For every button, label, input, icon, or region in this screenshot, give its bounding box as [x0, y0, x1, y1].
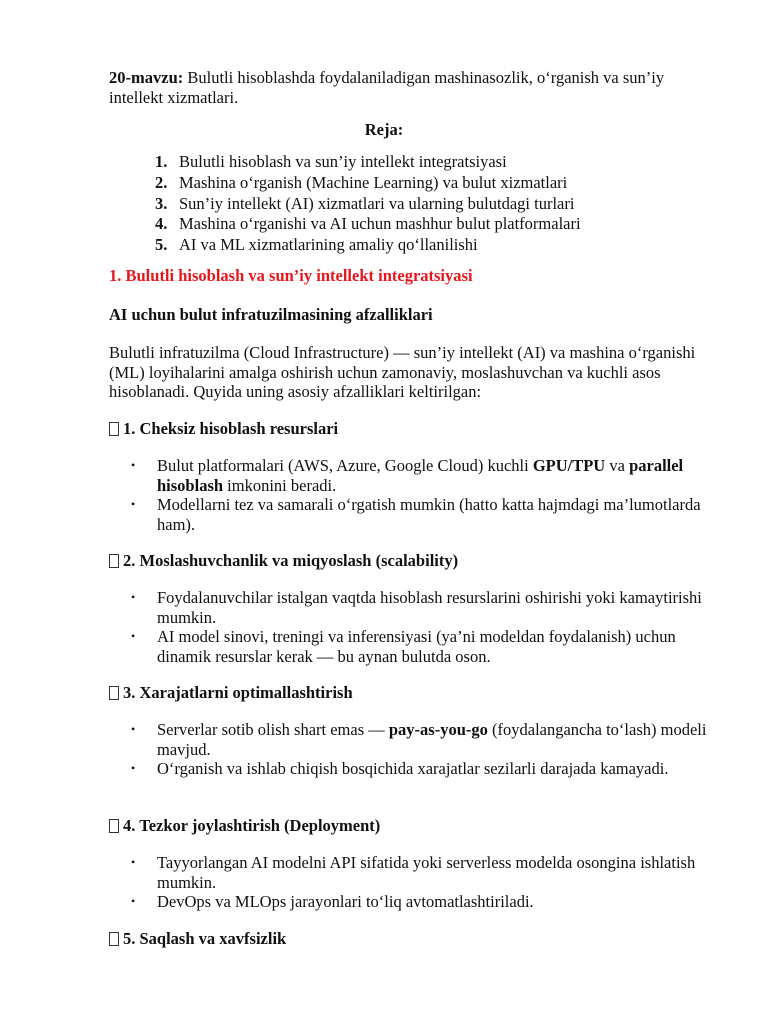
text-run: Bulut platformalari (AWS, Azure, Google Cloud) kuchli — [157, 456, 533, 475]
feature-title: 3. Xarajatlarni optimallashtirish — [123, 683, 353, 702]
plan-item — [155, 214, 715, 235]
plan-number: 5. — [155, 235, 168, 255]
bullet-list — [130, 853, 720, 912]
list-item-text — [157, 456, 707, 495]
feature-title: 5. Saqlash va xavfsizlik — [123, 929, 287, 948]
plan-number: 1. — [155, 152, 168, 171]
sub-heading: AI uchun bulut infratuzilmasining afzalliklari — [109, 305, 433, 324]
feature-title: 2. Moslashuvchanlik va miqyoslash (scalability) — [123, 551, 459, 570]
plan-list — [155, 152, 715, 256]
topic-title — [109, 68, 719, 107]
bullet-dot: • — [131, 629, 136, 643]
plan-item — [155, 152, 715, 173]
feature-heading — [109, 419, 719, 439]
list-item-text — [157, 720, 707, 759]
missing-glyph-icon — [109, 422, 119, 436]
plan-number: 4. — [155, 214, 168, 234]
text-run: va — [605, 456, 630, 475]
list-item-text: O‘rganish va ishlab chiqish bosqichida xarajatlar sezilarli darajada kamayadi. — [157, 759, 669, 778]
section-heading: 1. Bulutli hisoblash va sun’iy intellekt integratsiyasi — [109, 266, 473, 285]
bold-run: GPU/TPU — [532, 456, 606, 475]
bullet-dot: • — [131, 855, 136, 869]
missing-glyph-icon — [109, 932, 119, 946]
text-run: (foydalanganchа to‘lash) modeli mavjud. — [157, 720, 707, 759]
plan-text: Mashina o‘rganishi va AI uchun mashhur bulut platformalari — [179, 214, 581, 234]
list-item-text: Tayyorlangan AI modelni API sifatida yoki serverless modelda osongina ishlatish mumkin. — [157, 853, 696, 892]
text-run: Serverlar sotib olish shart emas — — [157, 720, 389, 739]
plan-text: Mashina o‘rganish (Machine Learning) va bulut xizmatlari — [179, 172, 568, 192]
topic-text: Bulutli hisoblashda foydalaniladigan mashinasozlik, o‘rganish va sun’iy intellekt xizmatlari. — [109, 68, 665, 107]
list-item — [130, 853, 720, 892]
plan-item — [155, 173, 715, 194]
bold-run: pay-as-you-go — [388, 720, 488, 739]
list-item-text: Modellarni tez va samarali o‘rgatish mumkin (hatto katta hajmdagi ma’lumotlarda ham). — [157, 495, 701, 534]
bullet-dot: • — [131, 590, 136, 604]
feature-heading — [109, 929, 719, 949]
bold-run: parallel hisoblash — [157, 456, 684, 495]
bullet-list — [130, 456, 720, 534]
feature-title: 4. Tezkor joylashtirish (Deployment) — [123, 816, 381, 835]
plan-number: 2. — [155, 172, 168, 192]
feature-heading — [109, 683, 719, 703]
missing-glyph-icon — [109, 686, 119, 700]
missing-glyph-icon — [109, 819, 119, 833]
bullet-dot: • — [131, 497, 136, 511]
bullet-dot: • — [131, 458, 136, 472]
plan-item — [155, 194, 715, 215]
bullet-list — [130, 720, 720, 779]
list-item-text: DevOps va MLOps jarayonlari to‘liq avtomatlashtiriladi. — [157, 892, 534, 911]
list-item-text: AI model sinovi, treningi va inferensiyasi (ya’ni modeldan foydalanish) uchun dinamik resurslar kerak — bu aynan bulutda oson. — [157, 627, 676, 666]
list-item — [130, 759, 720, 779]
list-item — [130, 892, 720, 912]
plan-text: Bulutli hisoblash va sun’iy intellekt integratsiyasi — [179, 152, 507, 171]
plan-text: Sun’iy intellekt (AI) xizmatlari va ularning bulutdagi turlari — [179, 193, 575, 213]
list-item — [130, 627, 720, 666]
feature-heading — [109, 816, 719, 836]
plan-heading: Reja: — [364, 120, 404, 139]
feature-title: 1. Cheksiz hisoblash resurslari — [123, 419, 339, 438]
bullet-dot: • — [131, 894, 136, 908]
feature-heading — [109, 551, 719, 571]
bullet-dot: • — [131, 761, 136, 775]
intro-paragraph: Bulutli infratuzilma (Cloud Infrastructure) — sun’iy intellekt (AI) va mashina o‘rganishi (ML) loyihalarini amalga oshirish uchun zamonaviy, moslashuvchan va kuchli asos hisoblanadi. Quyida uning asosiy afzalliklari keltirilgan: — [109, 343, 696, 401]
bullet-list — [130, 588, 720, 666]
plan-number: 3. — [155, 193, 168, 213]
list-item — [130, 495, 720, 534]
list-item-text: Foydalanuvchilar istalgan vaqtda hisoblash resurslarini oshirishi yoki kamaytirishi mumkin. — [157, 588, 702, 627]
bullet-dot: • — [131, 722, 136, 736]
plan-text: AI va ML xizmatlarining amaliy qo‘llanilishi — [179, 235, 478, 255]
plan-item — [155, 235, 715, 256]
topic-number: 20-mavzu: — [109, 68, 184, 87]
text-run: imkonini beradi. — [223, 475, 337, 495]
list-item — [130, 456, 720, 495]
missing-glyph-icon — [109, 554, 119, 568]
list-item — [130, 588, 720, 627]
list-item — [130, 720, 720, 759]
